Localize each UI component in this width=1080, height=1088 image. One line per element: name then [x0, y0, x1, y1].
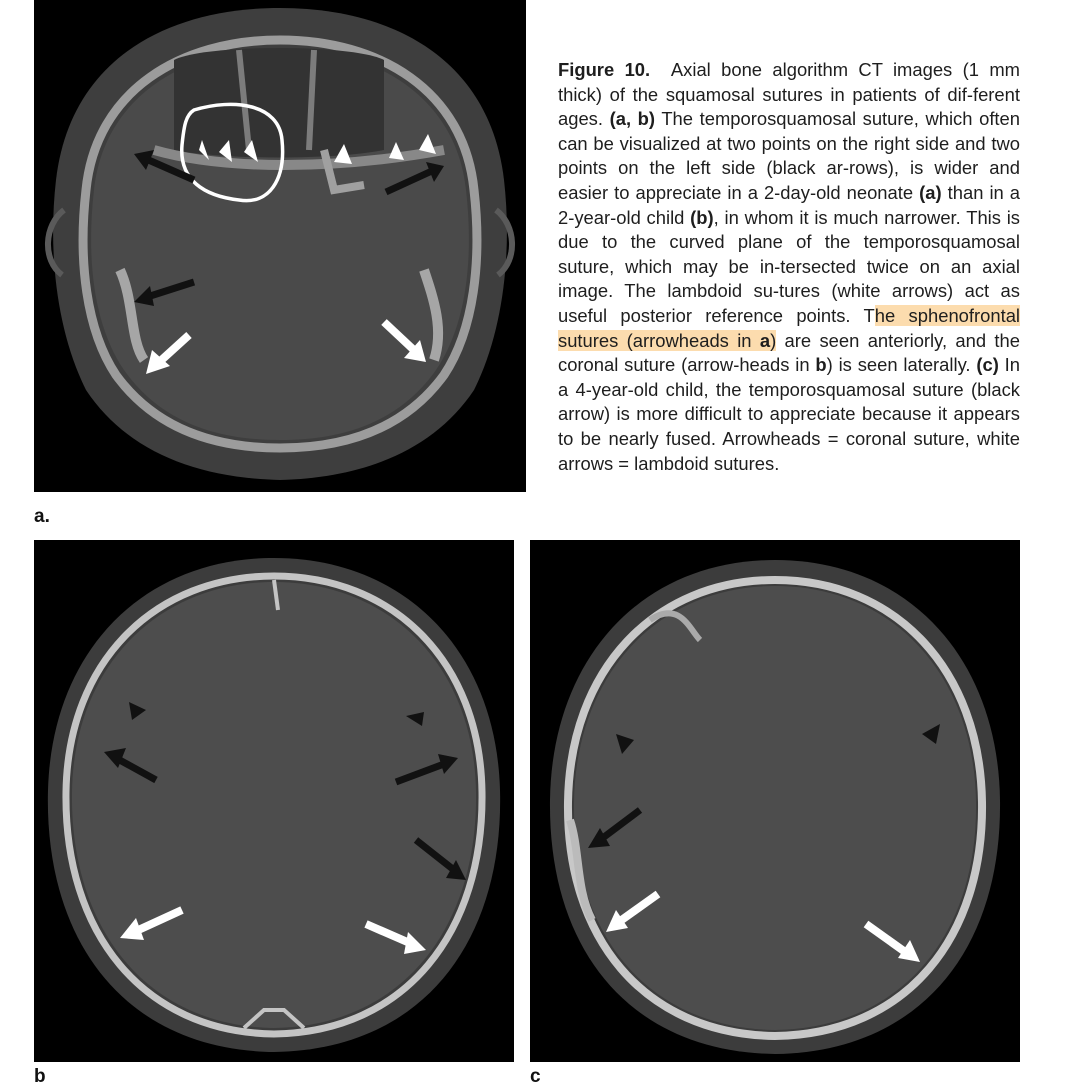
- caption-ref: a: [759, 329, 771, 351]
- caption-text: he sphenofrontal sutures (arrowheads in: [558, 304, 1021, 351]
- caption-ref: b: [815, 354, 827, 376]
- panel-label-c: c: [530, 1066, 541, 1087]
- caption-text: In a 4-year-old child, the temporosquamosal suture (black arrow) is more difficult to appreciate because it appears to be nearly fused. Arrowheads = coronal suture, white arrows = lambdoid sutures.: [558, 354, 1021, 474]
- caption-text: The temporosquamosal suture, which often can be visualized at two points on the right side and two points on the left side (black ar-rows), is wider and easier to appreciate in a 2-day-old neonate: [558, 108, 1020, 203]
- caption-text: are seen anteriorly, and the coronal suture (arrow-heads in: [558, 329, 1020, 376]
- caption-ref: (a, b): [609, 108, 656, 130]
- caption-text: ) is seen laterally.: [826, 354, 977, 376]
- ct-image-panel-c: [530, 540, 1020, 1062]
- caption-text: , in whom it is much narrower. This is due to the curved plane of the temporosquamosal suture, which may be in-tersected twice on an axial image. The lambdoid su-tures (white arrows) act as useful posterior reference points. T: [558, 206, 1020, 326]
- brain-region: [574, 586, 976, 1030]
- brain-region: [72, 582, 476, 1028]
- caption-ref: (a): [919, 181, 942, 203]
- panel-label-a: a.: [34, 506, 50, 527]
- ct-scan-b: [34, 540, 514, 1062]
- caption-text: Axial bone algorithm CT images (1 mm thick) of the squamosal sutures in patients of dif-ferent ages.: [558, 59, 1020, 130]
- ct-scan-c: [530, 540, 1020, 1062]
- ct-image-panel-a: [34, 0, 526, 492]
- caption-ref: (c): [976, 354, 999, 376]
- panel-label-b: b: [34, 1066, 46, 1087]
- caption-ref: (b): [690, 206, 714, 228]
- ct-scan-a: [34, 0, 526, 492]
- caption-text: ): [770, 329, 777, 351]
- figure-caption: [558, 58, 1020, 476]
- caption-text: than in a 2-year-old child: [558, 181, 1020, 228]
- ct-image-panel-b: [34, 540, 514, 1062]
- figure-label: Figure 10.: [558, 59, 651, 80]
